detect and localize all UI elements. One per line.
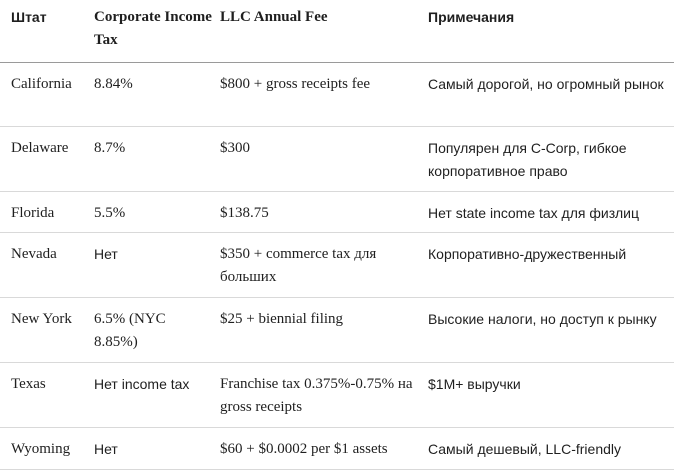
header-notes: Примечания	[428, 9, 515, 25]
cell-notes: Популярен для C-Corp, гибкое корпоративное право	[428, 140, 627, 179]
cell-corporate-tax: 5.5%	[94, 205, 126, 221]
cell-llc-fee: $138.75	[220, 205, 269, 221]
cell-state: Florida	[11, 205, 55, 221]
cell-llc-fee: $300	[220, 140, 250, 156]
cell-notes: Нет state income tax для физлиц	[428, 205, 639, 221]
table-row	[0, 428, 674, 470]
cell-llc-fee: $60 + $0.0002 per $1 assets	[220, 441, 388, 457]
cell-state: New York	[11, 311, 72, 327]
table-header-row	[0, 0, 674, 63]
cell-state: Nevada	[11, 246, 57, 262]
header-state: Штат	[11, 9, 47, 25]
table-row	[0, 192, 674, 233]
header-corporate-income-tax: Corporate Income Tax	[94, 9, 212, 48]
cell-notes: Высокие налоги, но доступ к рынку	[428, 311, 657, 327]
cell-llc-fee: $350 + commerce tax для больших	[220, 246, 377, 285]
cell-llc-fee: $25 + biennial filing	[220, 311, 344, 327]
table-row	[0, 63, 674, 127]
cell-corporate-tax: 8.84%	[94, 76, 133, 92]
cell-llc-fee: $800 + gross receipts fee	[220, 76, 371, 92]
cell-notes: Самый дешевый, LLC-friendly	[428, 441, 621, 457]
header-llc-annual-fee: LLC Annual Fee	[220, 9, 328, 25]
cell-llc-fee: Franchise tax 0.375%-0.75% на gross receipts	[220, 376, 413, 415]
cell-corporate-tax: 6.5% (NYC 8.85%)	[94, 311, 166, 350]
cell-notes: Самый дорогой, но огромный рынок	[428, 76, 664, 92]
cell-notes: $1M+ выручки	[428, 376, 521, 392]
cell-state: Wyoming	[11, 441, 71, 457]
table-row	[0, 233, 674, 298]
cell-corporate-tax: Нет	[94, 441, 118, 457]
table-row	[0, 298, 674, 363]
cell-state: Texas	[11, 376, 46, 392]
table-row	[0, 363, 674, 428]
cell-state: California	[11, 76, 72, 92]
cell-notes: Корпоративно-дружественный	[428, 246, 627, 262]
cell-state: Delaware	[11, 140, 69, 156]
cell-corporate-tax: 8.7%	[94, 140, 126, 156]
table-row	[0, 127, 674, 192]
cell-corporate-tax: Нет income tax	[94, 376, 190, 392]
cell-corporate-tax: Нет	[94, 246, 118, 262]
